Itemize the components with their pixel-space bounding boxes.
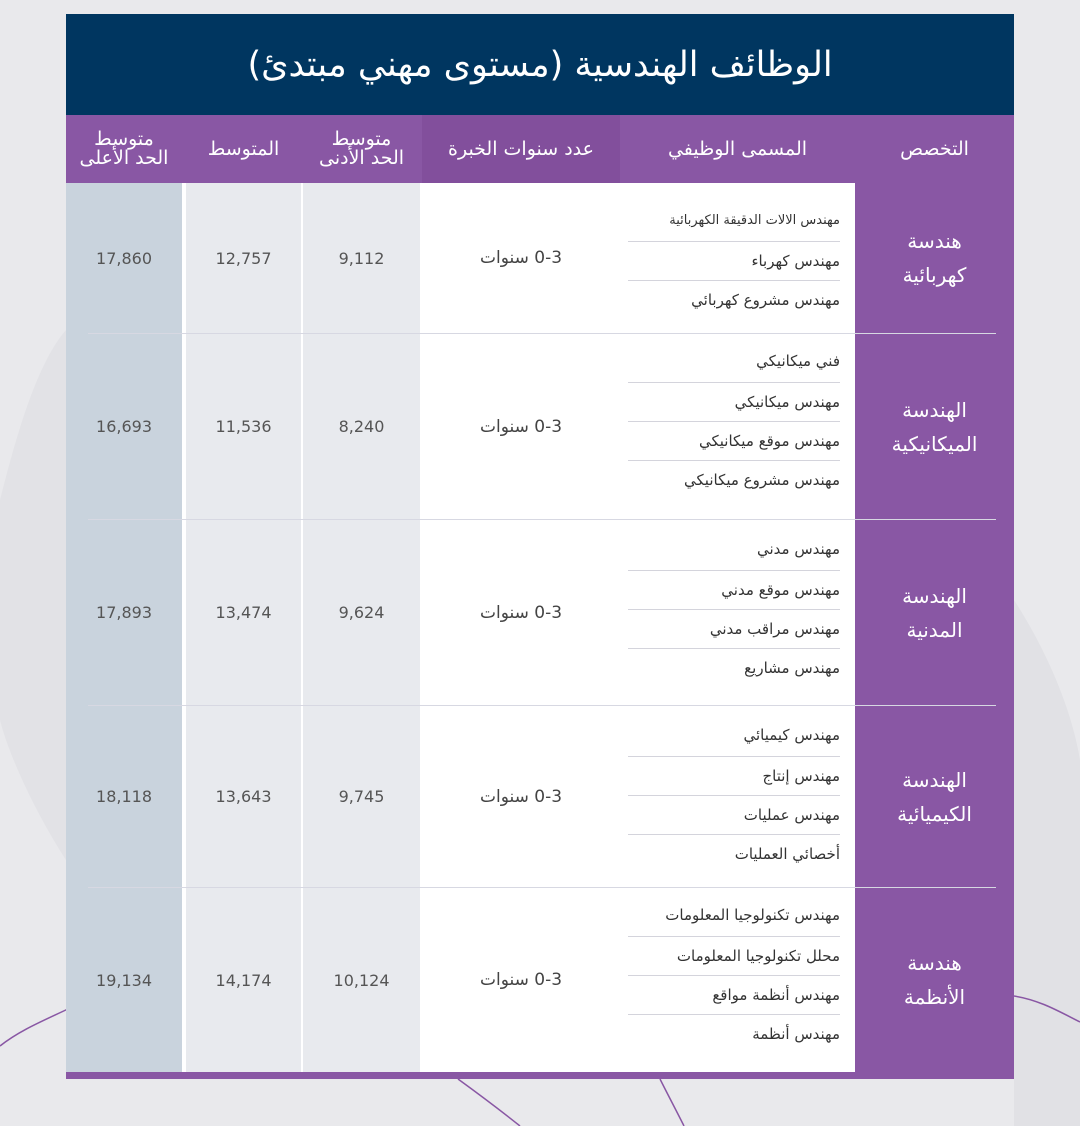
header-min-line2: الحد الأدنى bbox=[318, 147, 405, 169]
spec-electrical-line1: هندسة bbox=[907, 229, 962, 253]
header-min-line1: متوسط bbox=[331, 128, 392, 150]
years-value: 0-3 سنوات bbox=[479, 248, 563, 268]
years-value: 0-3 سنوات bbox=[479, 602, 563, 623]
job-item: مهندس أنظمة مواقع bbox=[628, 975, 840, 1014]
header-avg-salary: المتوسط bbox=[207, 137, 280, 160]
spec-civil-line2: المدنية bbox=[906, 617, 963, 642]
min-salary-value: 9,745 bbox=[338, 787, 385, 806]
header-max-salary bbox=[66, 115, 182, 183]
max-salary-value: 19,134 bbox=[96, 970, 152, 990]
job-item: مهندس إنتاج bbox=[628, 756, 840, 795]
job-item: مهندس مدني bbox=[756, 540, 840, 558]
header-job-title: المسمى الوظيفي bbox=[667, 137, 808, 160]
job-item: مهندس كهرباء bbox=[628, 241, 840, 280]
job-item: مهندس عمليات bbox=[628, 795, 840, 834]
spec-civil-line1: الهندسة bbox=[902, 583, 967, 608]
job-item: مهندس مشروع كهربائي bbox=[628, 280, 840, 319]
job-item: مهندس موقع ميكانيكي bbox=[628, 421, 840, 460]
min-salary-value: 9,112 bbox=[338, 248, 385, 268]
job-item: مهندس كيميائي bbox=[743, 726, 840, 744]
header-min-salary bbox=[303, 115, 420, 183]
bottom-accent-bar bbox=[66, 1072, 1014, 1079]
min-salary-value: 8,240 bbox=[338, 417, 385, 436]
spec-systems bbox=[855, 888, 1014, 1072]
salary-table-card bbox=[66, 14, 1014, 1079]
header-max-line1: متوسط bbox=[94, 128, 154, 150]
job-item: مهندس ميكانيكي bbox=[628, 382, 840, 421]
spec-systems-line1: هندسة bbox=[907, 951, 962, 975]
spec-systems-line2: الأنظمة bbox=[903, 985, 966, 1009]
job-item: مهندس تكنولوجيا المعلومات bbox=[665, 906, 840, 924]
spec-mechanical-line1: الهندسة bbox=[902, 397, 967, 422]
avg-salary-value: 13,643 bbox=[215, 787, 272, 806]
header-max-line2: الحد الأعلى bbox=[79, 147, 169, 169]
job-item: مهندس مراقب مدني bbox=[628, 609, 840, 648]
max-salary-value: 18,118 bbox=[96, 787, 152, 806]
spec-mechanical-line2: الميكانيكية bbox=[891, 431, 978, 456]
years-value: 0-3 سنوات bbox=[479, 416, 563, 437]
spec-electrical bbox=[855, 183, 1014, 333]
spec-chemical bbox=[855, 706, 1014, 887]
job-item: مهندس مشاريع bbox=[628, 648, 840, 687]
job-item: فني ميكانيكي bbox=[756, 352, 840, 370]
header-years: عدد سنوات الخبرة bbox=[422, 115, 620, 183]
spec-electrical-line2: كهربائية bbox=[902, 263, 967, 287]
spec-chemical-line1: الهندسة bbox=[902, 767, 967, 792]
job-item: محلل تكنولوجيا المعلومات bbox=[628, 936, 840, 975]
header-specialization: التخصص bbox=[900, 137, 969, 160]
min-salary-value: 10,124 bbox=[333, 970, 390, 990]
max-salary-value: 17,893 bbox=[96, 603, 152, 622]
job-item: أخصائي العمليات bbox=[628, 834, 840, 873]
avg-salary-value: 11,536 bbox=[215, 417, 272, 436]
job-item: مهندس موقع مدني bbox=[628, 570, 840, 609]
table-title: الوظائف الهندسية (مستوى مهني مبتدئ) bbox=[66, 14, 1014, 115]
max-salary-value: 17,860 bbox=[96, 248, 152, 268]
max-salary-value: 16,693 bbox=[96, 417, 152, 436]
spec-chemical-line2: الكيميائية bbox=[897, 801, 972, 826]
job-item: مهندس مشروع ميكانيكي bbox=[628, 460, 840, 499]
spec-mechanical bbox=[855, 334, 1014, 519]
min-salary-value: 9,624 bbox=[338, 603, 385, 622]
years-value: 0-3 سنوات bbox=[479, 786, 563, 807]
avg-salary-value: 13,474 bbox=[215, 603, 272, 622]
avg-salary-value: 14,174 bbox=[215, 970, 272, 990]
job-item: مهندس الالات الدقيقة الكهربائية bbox=[669, 212, 840, 228]
spec-civil bbox=[855, 520, 1014, 705]
job-item: مهندس أنظمة bbox=[628, 1014, 840, 1053]
avg-salary-value: 12,757 bbox=[215, 248, 272, 268]
years-value: 0-3 سنوات bbox=[479, 970, 563, 990]
